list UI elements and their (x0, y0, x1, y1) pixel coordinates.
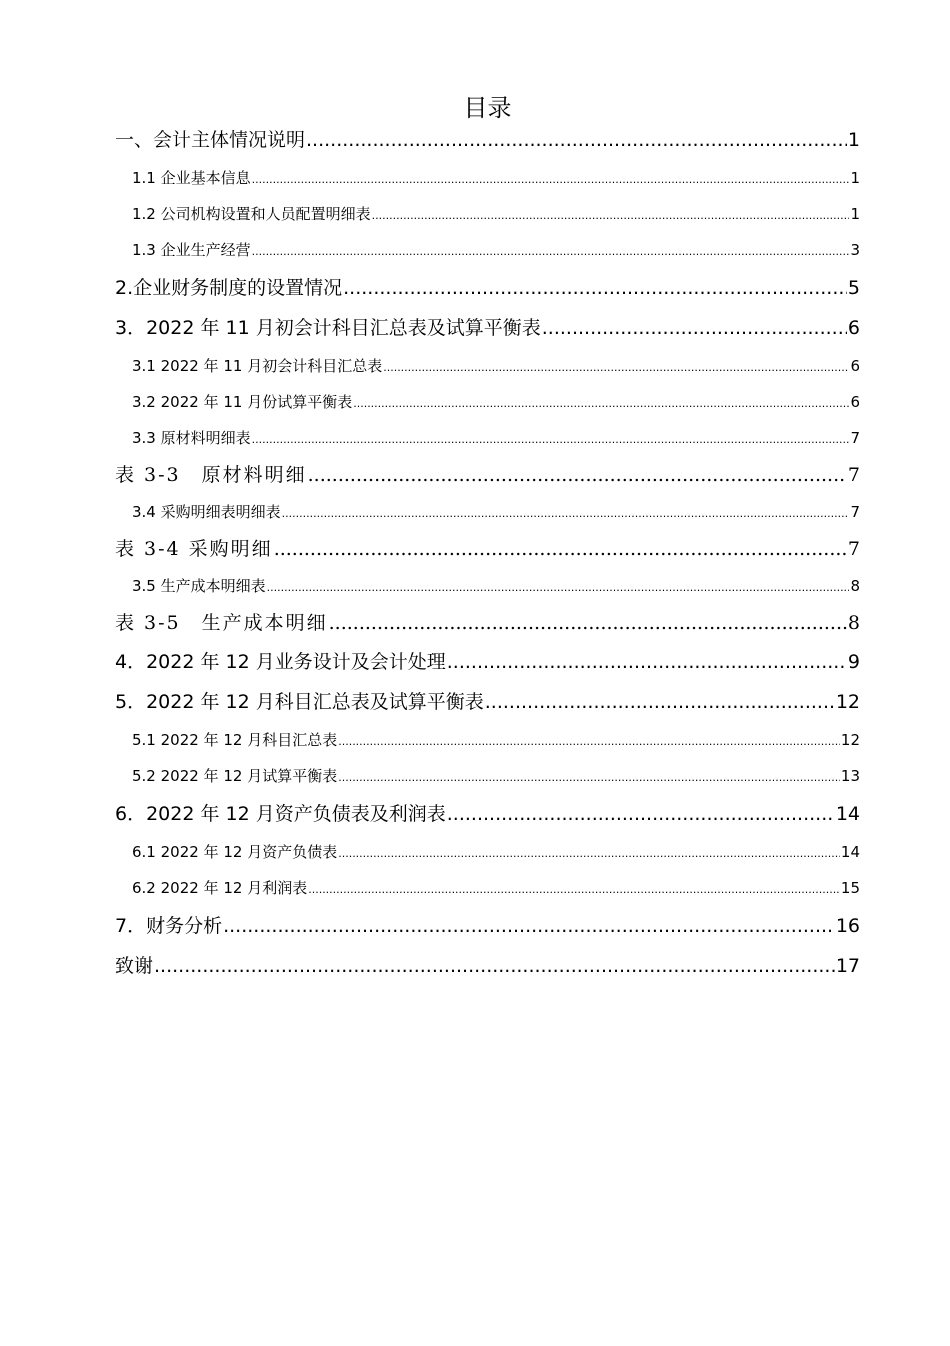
toc-entry-label: 表 3-3 原材料明细 (115, 464, 307, 486)
toc-entry[interactable] (115, 758, 860, 794)
toc-entry-label: 1.3 企业生产经营 (132, 241, 251, 259)
toc-list (115, 120, 860, 986)
toc-entry-label: 6．2022 年 12 月资产负债表及利润表 (115, 803, 446, 825)
toc-entry-label: 5．2022 年 12 月科目汇总表及试算平衡表 (115, 691, 484, 713)
toc-entry[interactable] (115, 120, 860, 160)
toc-leader-dots (542, 308, 847, 348)
toc-entry[interactable] (115, 906, 860, 946)
toc-entry-page: 5 (847, 277, 860, 299)
toc-entry[interactable] (115, 834, 860, 870)
toc-entry-label: 5.2 2022 年 12 月试算平衡表 (132, 767, 338, 785)
toc-entry-label: 5.1 2022 年 12 月科目汇总表 (132, 731, 338, 749)
toc-entry[interactable] (115, 308, 860, 348)
toc-leader-dots (282, 496, 850, 532)
toc-leader-dots (252, 162, 850, 198)
toc-entry-page: 15 (840, 879, 860, 897)
toc-leader-dots (447, 642, 847, 682)
toc-entry-page: 7 (850, 503, 860, 521)
toc-entry-label: 3.3 原材料明细表 (132, 429, 251, 447)
toc-leader-dots (383, 350, 849, 386)
toc-entry-label: 2.企业财务制度的设置情况 (115, 277, 343, 299)
toc-leader-dots (252, 234, 850, 270)
toc-leader-dots (338, 836, 840, 872)
toc-entry[interactable] (115, 384, 860, 420)
toc-leader-dots (353, 386, 849, 422)
toc-entry[interactable] (115, 722, 860, 758)
toc-entry[interactable] (115, 268, 860, 308)
toc-entry-page: 14 (835, 803, 860, 825)
toc-leader-dots (329, 604, 847, 642)
toc-entry-page: 6 (850, 393, 860, 411)
toc-entry-label: 3.1 2022 年 11 月初会计科目汇总表 (132, 357, 383, 375)
toc-entry[interactable] (115, 530, 860, 568)
toc-entry-label: 3．2022 年 11 月初会计科目汇总表及试算平衡表 (115, 317, 541, 339)
toc-entry-page: 1 (847, 129, 860, 151)
toc-entry-label: 6.2 2022 年 12 月利润表 (132, 879, 308, 897)
toc-entry[interactable] (115, 682, 860, 722)
toc-leader-dots (338, 760, 840, 796)
toc-entry-page: 12 (840, 731, 860, 749)
toc-entry-label: 7．财务分析 (115, 915, 223, 937)
toc-entry[interactable] (115, 160, 860, 196)
toc-entry-page: 7 (847, 464, 860, 486)
toc-entry-page: 13 (840, 767, 860, 785)
toc-entry-page: 8 (847, 612, 860, 634)
toc-entry[interactable] (115, 946, 860, 986)
toc-entry-label: 一、会计主体情况说明 (115, 129, 306, 151)
toc-leader-dots (267, 570, 850, 606)
toc-entry[interactable] (115, 232, 860, 268)
toc-entry-page: 1 (850, 169, 860, 187)
toc-entry[interactable] (115, 870, 860, 906)
toc-entry-label: 3.5 生产成本明细表 (132, 577, 266, 595)
toc-entry-label: 致谢 (115, 955, 154, 977)
toc-entry-page: 9 (847, 651, 860, 673)
toc-leader-dots (372, 198, 850, 234)
toc-title: 目录 (463, 94, 512, 122)
toc-entry-page: 1 (850, 205, 860, 223)
toc-entry[interactable] (115, 348, 860, 384)
toc-leader-dots (343, 268, 847, 308)
toc-entry-page: 14 (840, 843, 860, 861)
toc-entry-page: 16 (835, 915, 860, 937)
toc-entry-label: 表 3-5 生产成本明细 (115, 612, 328, 634)
toc-entry-page: 17 (835, 955, 860, 977)
toc-entry[interactable] (115, 604, 860, 642)
toc-entry-label: 3.4 采购明细表明细表 (132, 503, 281, 521)
toc-leader-dots (306, 120, 847, 160)
toc-entry-label: 3.2 2022 年 11 月份试算平衡表 (132, 393, 353, 411)
toc-entry[interactable] (115, 494, 860, 530)
toc-entry-page: 8 (850, 577, 860, 595)
toc-leader-dots (154, 946, 835, 986)
toc-leader-dots (308, 872, 840, 908)
toc-leader-dots (274, 530, 847, 568)
toc-entry-page: 6 (847, 317, 860, 339)
toc-entry-label: 1.2 公司机构设置和人员配置明细表 (132, 205, 371, 223)
toc-entry-label: 4．2022 年 12 月业务设计及会计处理 (115, 651, 446, 673)
toc-entry[interactable] (115, 420, 860, 456)
toc-leader-dots (485, 682, 835, 722)
toc-leader-dots (252, 422, 850, 458)
toc-leader-dots (223, 906, 835, 946)
toc-entry[interactable] (115, 794, 860, 834)
toc-entry[interactable] (115, 568, 860, 604)
toc-entry-page: 7 (850, 429, 860, 447)
toc-entry-label: 6.1 2022 年 12 月资产负债表 (132, 843, 338, 861)
toc-leader-dots (338, 724, 840, 760)
toc-entry[interactable] (115, 456, 860, 494)
toc-entry-page: 12 (835, 691, 860, 713)
toc-entry-label: 表 3-4 采购明细 (115, 538, 273, 560)
toc-entry-label: 1.1 企业基本信息 (132, 169, 251, 187)
toc-leader-dots (447, 794, 835, 834)
toc-entry-page: 3 (850, 241, 860, 259)
toc-entry-page: 7 (847, 538, 860, 560)
toc-entry-page: 6 (850, 357, 860, 375)
toc-leader-dots (308, 456, 847, 494)
toc-entry[interactable] (115, 196, 860, 232)
toc-entry[interactable] (115, 642, 860, 682)
